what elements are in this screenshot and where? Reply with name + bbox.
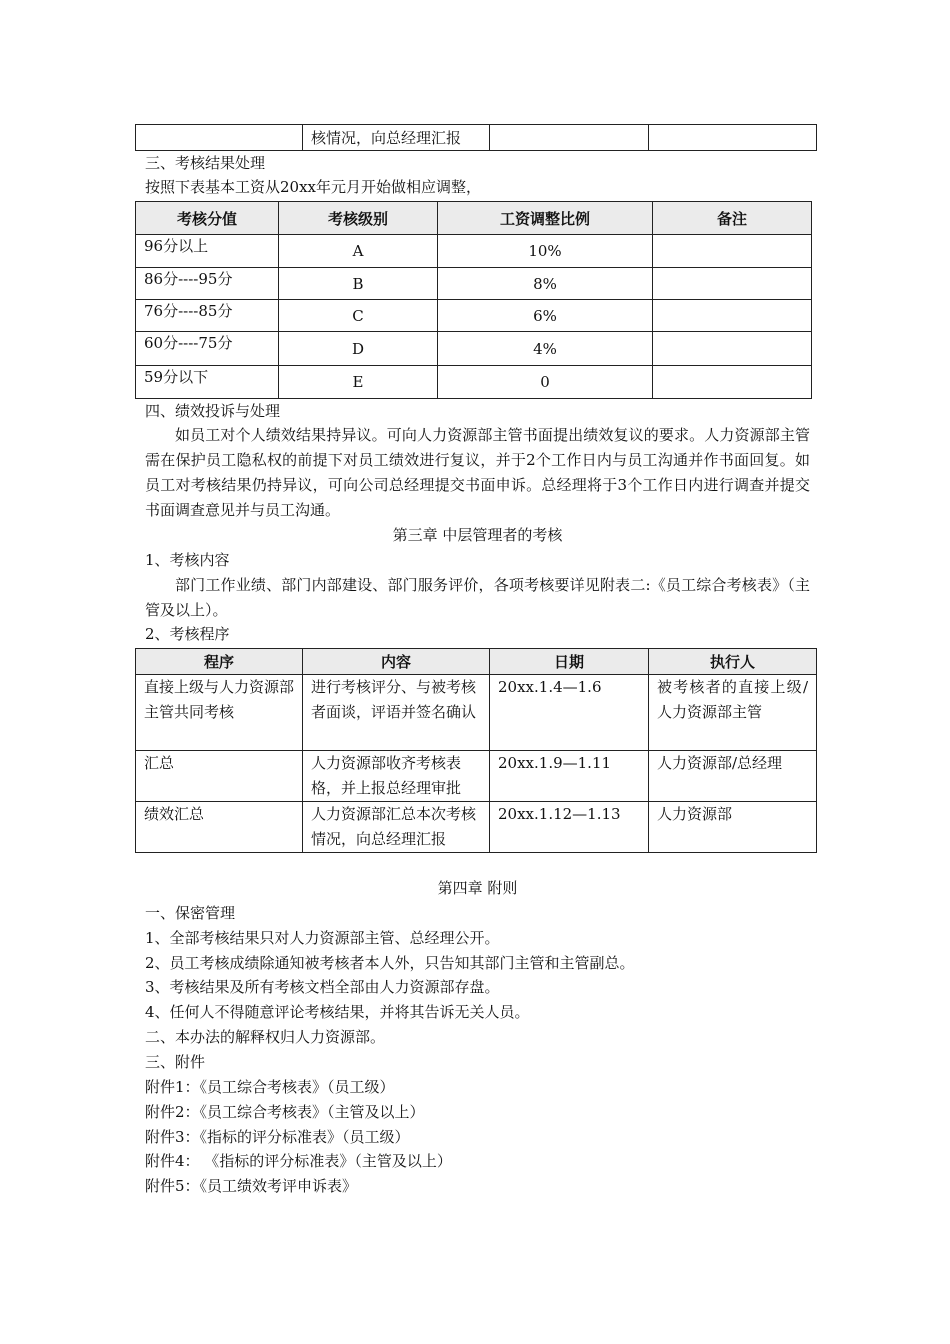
date-cell: 20xx.1.9—1.11 — [490, 751, 649, 802]
score-cell: 76分----85分 — [136, 300, 279, 332]
level-cell: E — [279, 366, 438, 399]
table-cell: 核情况，向总经理汇报 — [303, 125, 490, 151]
salary-adjustment-table — [135, 201, 812, 399]
score-cell: 60分----75分 — [136, 332, 279, 366]
table-row — [136, 802, 817, 853]
table-row — [136, 675, 817, 751]
table-header-row — [136, 202, 812, 235]
chapter4-line: 二、本办法的解释权归人力资源部。 — [145, 1028, 386, 1046]
chapter3-item1-heading: 1、考核内容 — [145, 551, 230, 569]
executor-cell: 人力资源部/总经理 — [649, 751, 817, 802]
chapter4-line: 2、员工考核成绩除通知被考核者本人外，只告知其部门主管和主管副总。 — [145, 954, 635, 972]
table-cell — [649, 125, 817, 151]
ratio-cell: 0 — [438, 366, 653, 399]
procedure-table — [135, 648, 817, 853]
note-cell — [653, 300, 812, 332]
step-cell: 绩效汇总 — [136, 802, 303, 853]
step-cell: 汇总 — [136, 751, 303, 802]
section3-intro: 按照下表基本工资从20xx年元月开始做相应调整， — [145, 178, 482, 196]
table-row — [136, 366, 812, 399]
level-cell: D — [279, 332, 438, 366]
table-cell — [490, 125, 649, 151]
header-date: 日期 — [490, 649, 649, 675]
attachment-item: 附件5：《员工绩效考评申诉表》 — [145, 1177, 358, 1195]
chapter3-title: 第三章 中层管理者的考核 — [392, 526, 563, 544]
table-header-row — [136, 649, 817, 675]
chapter4-line: 一、保密管理 — [145, 904, 236, 922]
header-level: 考核级别 — [279, 202, 438, 235]
section4-heading: 四、绩效投诉与处理 — [145, 402, 281, 420]
executor-cell: 人力资源部 — [649, 802, 817, 853]
table-row — [136, 235, 812, 268]
header-step: 程序 — [136, 649, 303, 675]
date-cell: 20xx.1.4—1.6 — [490, 675, 649, 751]
step-cell: 直接上级与人力资源部主管共同考核 — [136, 675, 303, 751]
date-cell: 20xx.1.12—1.13 — [490, 802, 649, 853]
header-executor: 执行人 — [649, 649, 817, 675]
content-cell: 人力资源部收齐考核表格，并上报总经理审批 — [303, 751, 490, 802]
level-cell: C — [279, 300, 438, 332]
top-continuation-table — [135, 124, 817, 151]
chapter4-title: 第四章 附则 — [437, 879, 518, 897]
chapter4-line: 1、全部考核结果只对人力资源部主管、总经理公开。 — [145, 929, 500, 947]
note-cell — [653, 235, 812, 268]
ratio-cell: 8% — [438, 268, 653, 300]
ratio-cell: 10% — [438, 235, 653, 268]
chapter3-item1-text: 部门工作业绩、部门内部建设、部门服务评价，各项考核要详见附表二:《员工综合考核表》（主管及以上）。 — [145, 576, 810, 619]
ratio-cell: 4% — [438, 332, 653, 366]
table-row — [136, 125, 817, 151]
chapter4-line: 3、考核结果及所有考核文档全部由人力资源部存盘。 — [145, 978, 500, 996]
level-cell: A — [279, 235, 438, 268]
score-cell: 96分以上 — [136, 235, 279, 268]
table-row — [136, 268, 812, 300]
score-cell: 86分----95分 — [136, 268, 279, 300]
attachment-item: 附件2：《员工综合考核表》（主管及以上） — [145, 1103, 425, 1121]
attachment-item: 附件3：《指标的评分标准表》（员工级） — [145, 1128, 410, 1146]
chapter4-line: 4、任何人不得随意评论考核结果，并将其告诉无关人员。 — [145, 1003, 530, 1021]
chapter3-item2-heading: 2、考核程序 — [145, 625, 230, 643]
header-score: 考核分值 — [136, 202, 279, 235]
attachment-item: 附件1：《员工综合考核表》（员工级） — [145, 1078, 395, 1096]
score-cell: 59分以下 — [136, 366, 279, 399]
table-row — [136, 751, 817, 802]
note-cell — [653, 268, 812, 300]
attachment-item: 附件4： 《指标的评分标准表》（主管及以上） — [145, 1152, 452, 1170]
executor-cell: 被考核者的直接上级/人力资源部主管 — [649, 675, 817, 751]
header-content: 内容 — [303, 649, 490, 675]
table-row — [136, 300, 812, 332]
content-cell: 进行考核评分、与被考核者面谈，评语并签名确认 — [303, 675, 490, 751]
chapter4-line: 三、附件 — [145, 1053, 206, 1071]
table-cell — [136, 125, 303, 151]
level-cell: B — [279, 268, 438, 300]
header-ratio: 工资调整比例 — [438, 202, 653, 235]
table-row — [136, 332, 812, 366]
content-cell: 人力资源部汇总本次考核情况，向总经理汇报 — [303, 802, 490, 853]
note-cell — [653, 366, 812, 399]
ratio-cell: 6% — [438, 300, 653, 332]
section4-paragraph: 如员工对个人绩效结果持异议。可向人力资源部主管书面提出绩效复议的要求。人力资源部主管需在保护员工隐私权的前提下对员工绩效进行复议，并于2个工作日内与员工沟通并作书面回复。如员工对考核结果仍持异议，可向公司总经理提交书面申诉。总经理将于3个工作日内进行调查并提交书面调查意见并与员工沟通。 — [145, 426, 810, 519]
section3-heading: 三、考核结果处理 — [145, 154, 266, 172]
note-cell — [653, 332, 812, 366]
header-note: 备注 — [653, 202, 812, 235]
